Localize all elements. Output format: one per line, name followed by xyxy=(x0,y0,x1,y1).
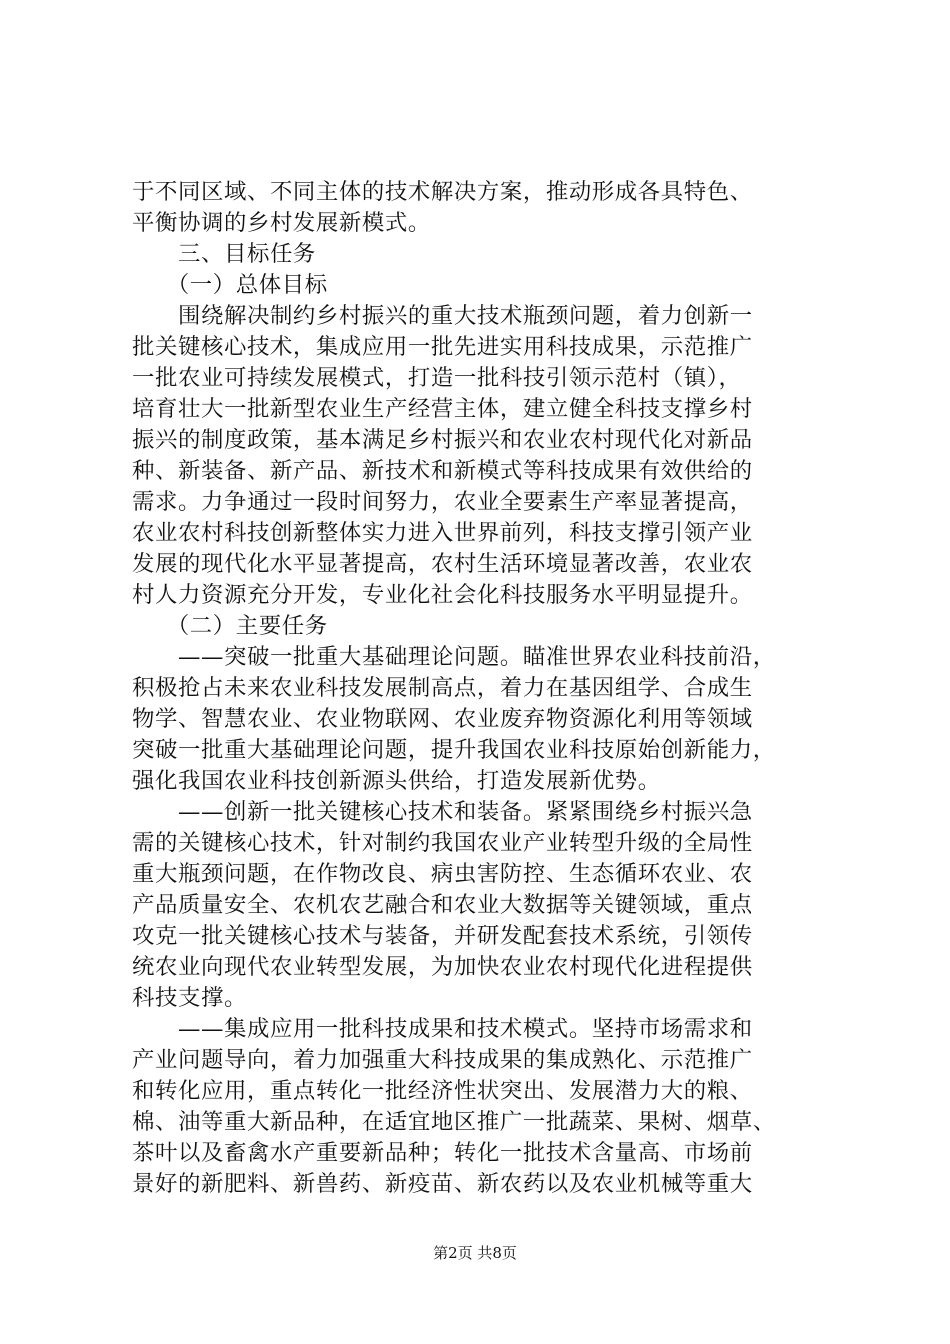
page-footer: 第2页 共8页 xyxy=(433,1244,517,1262)
text-line: 农业农村科技创新整体实力进入世界前列，科技支撑引领产业 xyxy=(132,520,753,546)
text-line: 振兴的制度政策，基本满足乡村振兴和农业农村现代化对新品 xyxy=(132,427,753,453)
text-line: 发展的现代化水平显著提高，农村生活环境显著改善，农业农 xyxy=(132,551,753,577)
subsection-heading: （二）主要任务 xyxy=(132,613,328,639)
text-line: 突破一批重大基础理论问题，提升我国农业科技原始创新能力， xyxy=(132,737,776,763)
text-line: 于不同区域、不同主体的技术解决方案，推动形成各具特色、 xyxy=(132,179,753,205)
text-line: 棉、油等重大新品种，在适宜地区推广一批蔬菜、果树、烟草、 xyxy=(132,1109,776,1135)
subsection-heading: （一）总体目标 xyxy=(132,272,328,298)
text-line: 攻克一批关键核心技术与装备，并研发配套技术系统，引领传 xyxy=(132,923,753,949)
text-line: 统农业向现代农业转型发展，为加快农业农村现代化进程提供 xyxy=(132,954,753,980)
text-line: ——创新一批关键核心技术和装备。紧紧围绕乡村振兴急 xyxy=(132,799,753,825)
text-line: 科技支撑。 xyxy=(132,985,247,1011)
text-line: 需求。力争通过一段时间努力，农业全要素生产率显著提高， xyxy=(132,489,753,515)
text-line: 围绕解决制约乡村振兴的重大技术瓶颈问题，着力创新一 xyxy=(132,303,753,329)
text-line: 培育壮大一批新型农业生产经营主体，建立健全科技支撑乡村 xyxy=(132,396,753,422)
text-line: 物学、智慧农业、农业物联网、农业废弃物资源化利用等领域 xyxy=(132,706,753,732)
section-heading: 三、目标任务 xyxy=(132,241,316,267)
text-line: ——集成应用一批科技成果和技术模式。坚持市场需求和 xyxy=(132,1016,753,1042)
text-line: 重大瓶颈问题，在作物改良、病虫害防控、生态循环农业、农 xyxy=(132,861,753,887)
text-line: 种、新装备、新产品、新技术和新模式等科技成果有效供给的 xyxy=(132,458,753,484)
text-line: 平衡协调的乡村发展新模式。 xyxy=(132,210,431,236)
text-line: 村人力资源充分开发，专业化社会化科技服务水平明显提升。 xyxy=(132,582,753,608)
text-line: 积极抢占未来农业科技发展制高点，着力在基因组学、合成生 xyxy=(132,675,753,701)
text-line: 需的关键核心技术，针对制约我国农业产业转型升级的全局性 xyxy=(132,830,753,856)
text-line: ——突破一批重大基础理论问题。瞄准世界农业科技前沿， xyxy=(132,644,776,670)
text-line: 强化我国农业科技创新源头供给，打造发展新优势。 xyxy=(132,768,661,794)
text-line: 批关键核心技术，集成应用一批先进实用科技成果，示范推广 xyxy=(132,334,753,360)
text-line: 产品质量安全、农机农艺融合和农业大数据等关键领域，重点 xyxy=(132,892,753,918)
text-line: 一批农业可持续发展模式，打造一批科技引领示范村（镇）， xyxy=(132,365,742,391)
text-line: 产业问题导向，着力加强重大科技成果的集成熟化、示范推广 xyxy=(132,1047,753,1073)
text-line: 和转化应用，重点转化一批经济性状突出、发展潜力大的粮、 xyxy=(132,1078,753,1104)
text-line: 茶叶以及畜禽水产重要新品种；转化一批技术含量高、市场前 xyxy=(132,1140,753,1166)
text-line: 景好的新肥料、新兽药、新疫苗、新农药以及农业机械等重大 xyxy=(132,1171,753,1197)
